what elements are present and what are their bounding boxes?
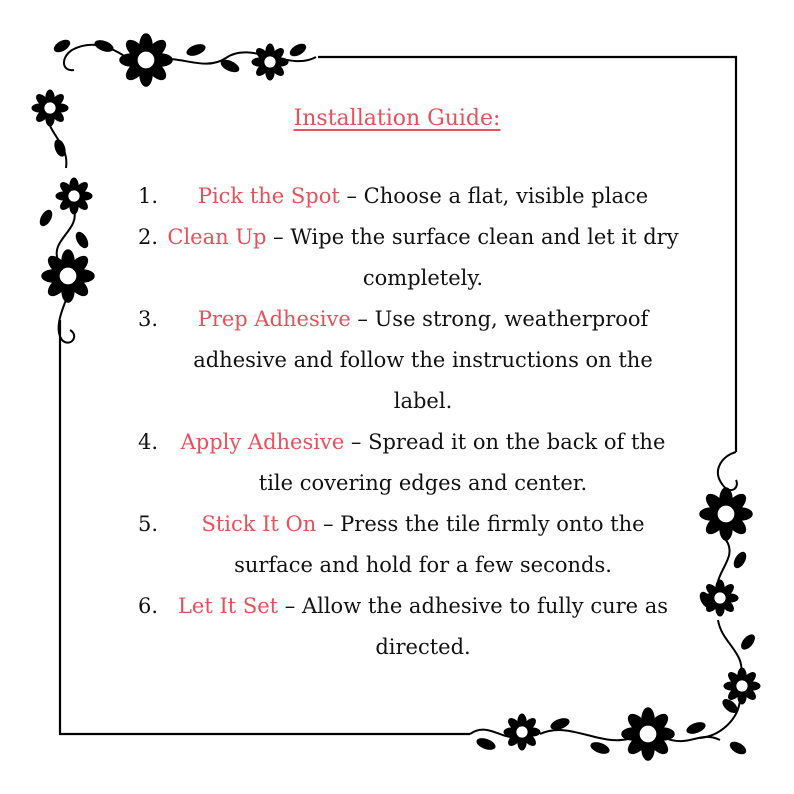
flower-icon xyxy=(621,707,675,761)
step-text: – Allow the adhesive to fully cure as directed. xyxy=(278,594,669,659)
step-item xyxy=(124,504,680,586)
step-item xyxy=(124,586,680,668)
step-number: 3. xyxy=(137,307,158,331)
step-name: Stick It On xyxy=(201,512,317,536)
step-body xyxy=(166,176,680,217)
steps-list xyxy=(124,176,680,668)
step-body xyxy=(166,217,680,299)
step-text: – Press the tile firmly onto the surface and hold for a few seconds. xyxy=(234,512,645,577)
flower-icon xyxy=(723,667,760,704)
guide-title: Installation Guide: xyxy=(293,106,501,131)
step-item xyxy=(124,299,680,422)
step-text: – Wipe the surface clean and let it dry completely. xyxy=(266,225,679,290)
flower-icon xyxy=(55,177,92,214)
flower-icon xyxy=(41,249,95,303)
step-number: 6. xyxy=(137,594,158,618)
step-name: Let It Set xyxy=(177,594,279,618)
step-body xyxy=(166,299,680,422)
step-number: 2. xyxy=(137,225,158,249)
step-name: Pick the Spot xyxy=(197,184,340,208)
step-text: – Use strong, weatherproof adhesive and follow the instructions on the label. xyxy=(193,307,653,413)
step-body xyxy=(166,504,680,586)
step-text: – Choose a flat, visible place xyxy=(339,184,649,208)
step-name: Prep Adhesive xyxy=(197,307,351,331)
flower-icon xyxy=(503,713,540,750)
step-number: 4. xyxy=(137,430,158,454)
step-body xyxy=(166,586,680,668)
step-item xyxy=(124,217,680,299)
step-item xyxy=(124,176,680,217)
flower-icon xyxy=(119,33,173,87)
step-item xyxy=(124,422,680,504)
flower-icon xyxy=(699,487,753,541)
step-name: Clean Up xyxy=(167,225,267,249)
step-body xyxy=(166,422,680,504)
step-name: Apply Adhesive xyxy=(180,430,345,454)
step-number: 5. xyxy=(137,512,158,536)
step-number: 1. xyxy=(137,184,158,208)
step-text: – Spread it on the back of the tile covering edges and center. xyxy=(258,430,666,495)
flower-icon xyxy=(701,579,738,616)
flower-icon xyxy=(251,43,288,80)
